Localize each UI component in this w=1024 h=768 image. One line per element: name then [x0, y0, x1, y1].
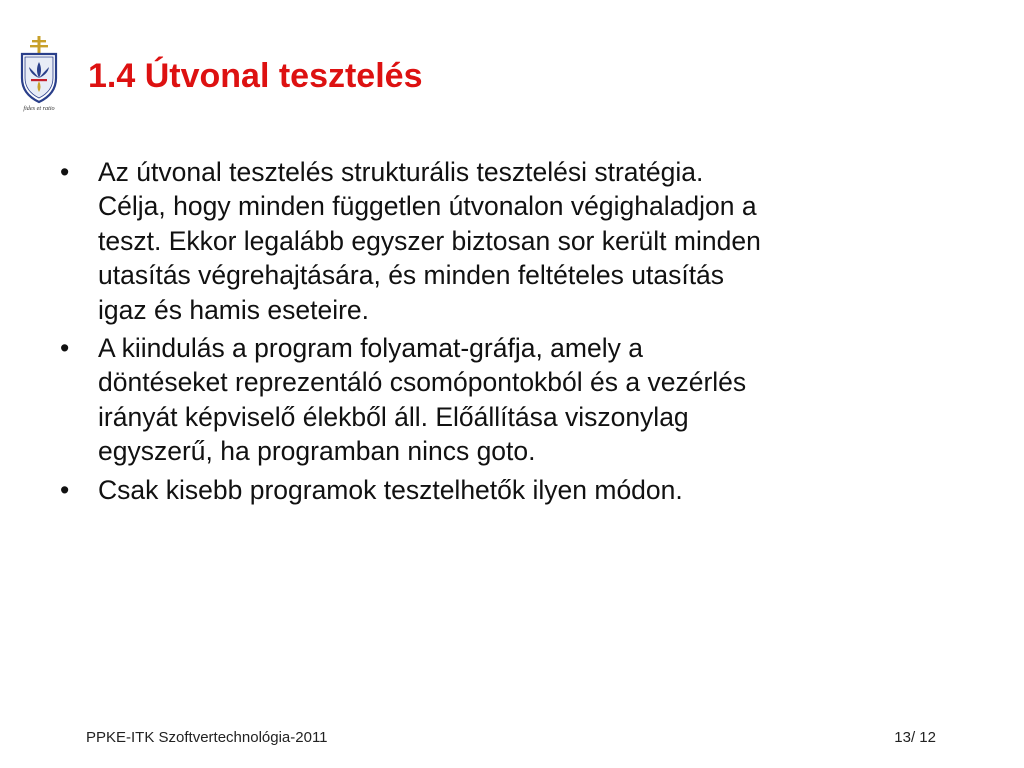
bullet-marker: •: [60, 333, 70, 364]
slide-title: 1.4 Útvonal tesztelés: [88, 57, 423, 95]
bullet-item: [56, 473, 976, 507]
bullet-line: döntéseket reprezentáló csomópontokból és a vezérlés: [98, 367, 747, 398]
footer-course-label: PPKE-ITK Szoftvertechnológia-2011: [86, 729, 328, 746]
bullet-list: [56, 155, 976, 511]
footer-page-number: 13/ 12: [894, 729, 936, 746]
bullet-line: Csak kisebb programok tesztelhetők ilyen módon.: [98, 474, 683, 505]
university-logo: [14, 34, 64, 112]
bullet-line: irányát képviselő élekből áll. Előállítása viszonylag: [98, 401, 689, 432]
bullet-line: A kiindulás a program folyamat-gráfja, amely a: [98, 333, 643, 364]
logo-motto: fides et ratio: [23, 105, 55, 112]
bullet-line: Célja, hogy minden független útvonalon végighaladjon a: [98, 191, 757, 222]
bullet-marker: •: [60, 157, 70, 187]
bullet-line: Az útvonal tesztelés strukturális tesztelési stratégia.: [98, 157, 704, 187]
bullet-marker: •: [60, 474, 70, 505]
bullet-line: egyszerű, ha programban nincs goto.: [98, 436, 536, 467]
university-crest-icon: [14, 34, 64, 112]
bullet-line: utasítás végrehajtására, és minden feltételes utasítás: [98, 260, 725, 291]
bullet-line: igaz és hamis eseteire.: [98, 294, 370, 325]
bullet-item: [56, 331, 976, 469]
bullet-line: teszt. Ekkor legalább egyszer biztosan sor került minden: [98, 225, 761, 256]
bullet-item: [56, 155, 976, 327]
